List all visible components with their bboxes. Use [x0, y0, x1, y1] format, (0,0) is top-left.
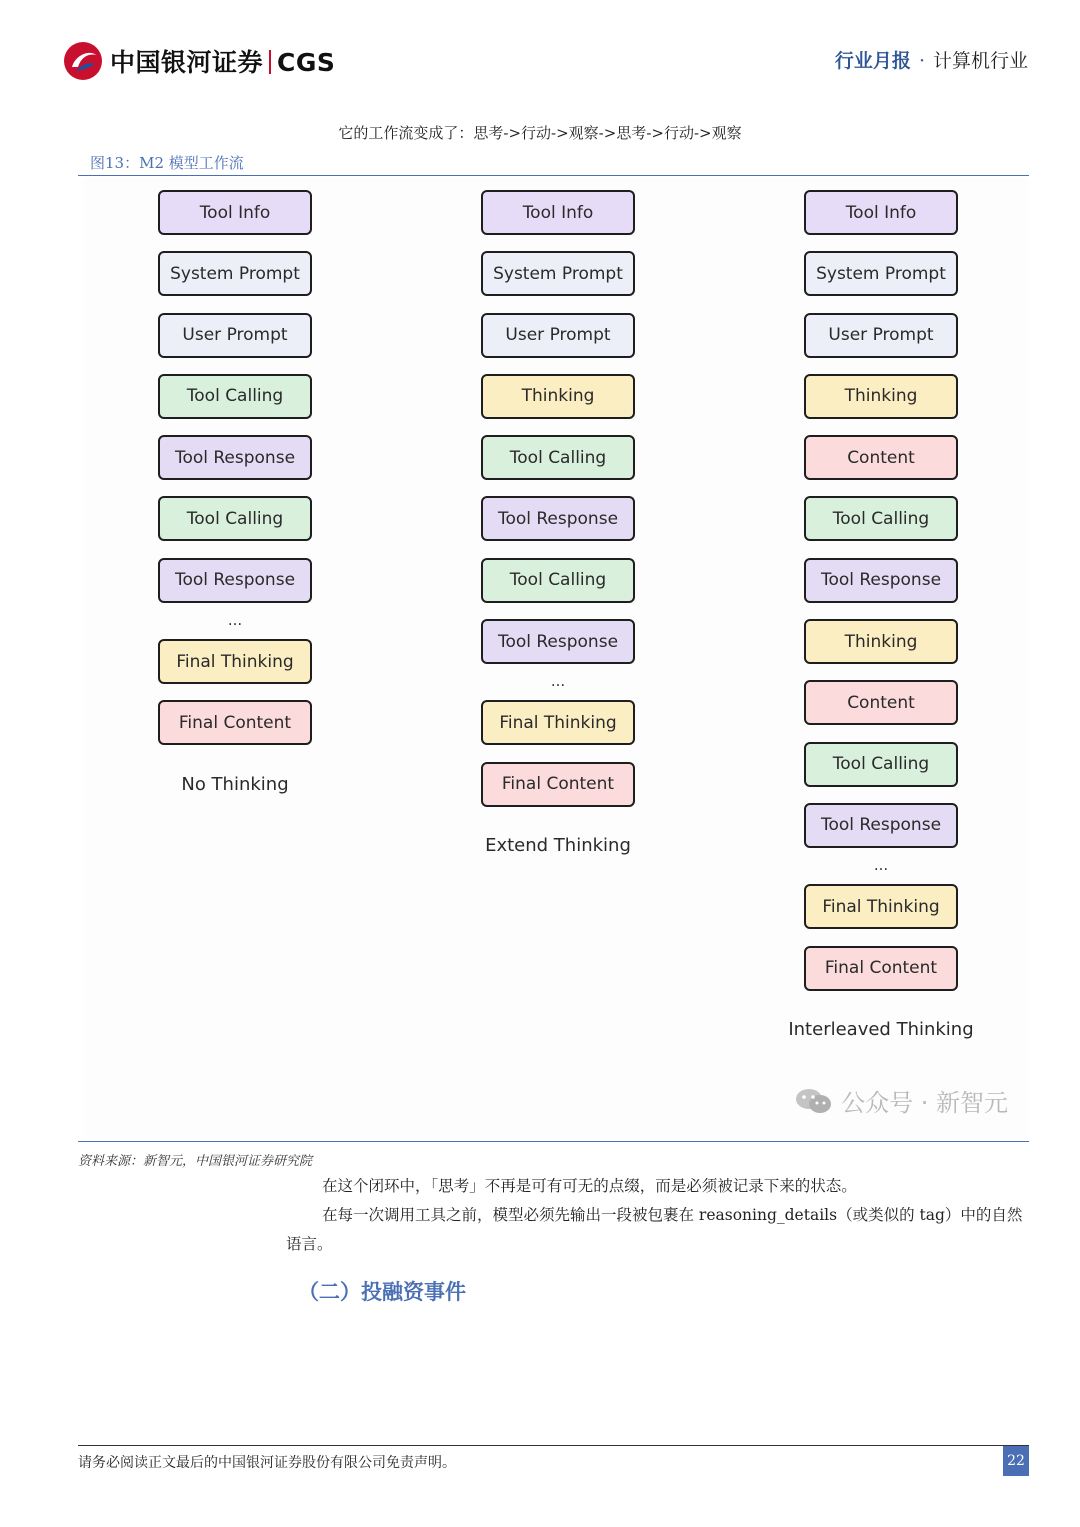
workflow-step-tool-calling: Tool Calling — [481, 435, 635, 480]
footer-rule — [78, 1445, 1029, 1446]
logo-text-en: CGS — [277, 48, 336, 77]
wechat-icon — [795, 1087, 833, 1115]
section-heading: （二）投融资事件 — [298, 1279, 466, 1304]
workflow-step-tool-info: Tool Info — [804, 190, 958, 235]
workflow-step-tool-calling: Tool Calling — [804, 742, 958, 787]
column-label: Interleaved Thinking — [788, 1018, 974, 1040]
logo-text-cn: 中国银河证券 — [110, 48, 264, 77]
workflow-figure — [84, 178, 1028, 1138]
ellipsis-marker: ... — [873, 856, 889, 875]
workflow-step-thinking: Thinking — [804, 374, 958, 419]
workflow-step-final-content: Final Content — [158, 700, 312, 745]
workflow-column-no-thinking — [156, 190, 314, 795]
footer-disclaimer: 请务必阅读正文最后的中国银河证券股份有限公司免责声明。 — [78, 1455, 456, 1471]
cgs-logo-icon — [62, 40, 104, 82]
workflow-step-content: Content — [804, 435, 958, 480]
workflow-step-content: Content — [804, 680, 958, 725]
workflow-step-tool-response: Tool Response — [804, 803, 958, 848]
workflow-step-tool-info: Tool Info — [158, 190, 312, 235]
ellipsis-marker: ... — [227, 611, 243, 630]
workflow-column-interleaved-thinking — [788, 190, 974, 1040]
watermark-text: 公众号 · 新智元 — [841, 1089, 1008, 1117]
workflow-step-user-prompt: User Prompt — [804, 313, 958, 358]
workflow-step-thinking: Thinking — [481, 374, 635, 419]
watermark — [795, 1083, 1008, 1118]
workflow-step-tool-response: Tool Response — [158, 435, 312, 480]
workflow-step-final-thinking: Final Thinking — [804, 884, 958, 929]
workflow-step-system-prompt: System Prompt — [481, 251, 635, 296]
report-category — [835, 46, 1028, 73]
column-label: Extend Thinking — [485, 834, 631, 856]
workflow-step-thinking: Thinking — [804, 619, 958, 664]
workflow-step-system-prompt: System Prompt — [804, 251, 958, 296]
workflow-step-tool-response: Tool Response — [481, 496, 635, 541]
figure-top-rule — [78, 175, 1029, 176]
report-type: 行业月报 — [834, 50, 911, 72]
workflow-step-user-prompt: User Prompt — [481, 313, 635, 358]
figure-source: 资料来源：新智元，中国银河证券研究院 — [78, 1154, 313, 1169]
workflow-step-tool-response: Tool Response — [481, 619, 635, 664]
figure-bottom-rule — [78, 1141, 1029, 1142]
workflow-step-tool-response: Tool Response — [804, 558, 958, 603]
workflow-step-tool-calling: Tool Calling — [158, 374, 312, 419]
workflow-step-tool-calling: Tool Calling — [804, 496, 958, 541]
workflow-step-final-content: Final Content — [804, 946, 958, 991]
ellipsis-marker: ... — [550, 672, 566, 691]
workflow-step-tool-response: Tool Response — [158, 558, 312, 603]
column-label: No Thinking — [181, 773, 289, 795]
workflow-step-final-thinking: Final Thinking — [158, 639, 312, 684]
workflow-step-final-thinking: Final Thinking — [481, 700, 635, 745]
workflow-step-system-prompt: System Prompt — [158, 251, 312, 296]
body-paragraph-1: 在这个闭环中，「思考」不再是可有可无的点缀，而是必须被记录下来的状态。 — [322, 1177, 857, 1195]
company-logo — [62, 40, 362, 82]
figure-title: 图13：M2 模型工作流 — [90, 154, 244, 172]
body-paragraph-2: 在每一次调用工具之前，模型必须先输出一段被包裹在 reasoning_details（或类似的 tag）中的自然语言。 — [286, 1206, 1023, 1253]
industry-name: 计算机行业 — [932, 50, 1028, 72]
workflow-step-tool-calling: Tool Calling — [158, 496, 312, 541]
workflow-step-tool-calling: Tool Calling — [481, 558, 635, 603]
workflow-step-tool-info: Tool Info — [481, 190, 635, 235]
workflow-step-final-content: Final Content — [481, 762, 635, 807]
logo-divider — [269, 50, 271, 74]
intro-line: 它的工作流变成了：思考->行动->观察->思考->行动->观察 — [338, 124, 742, 142]
page-number: 22 — [1003, 1446, 1029, 1476]
header-separator: · — [918, 50, 925, 72]
workflow-step-user-prompt: User Prompt — [158, 313, 312, 358]
workflow-column-extend-thinking — [479, 190, 637, 856]
